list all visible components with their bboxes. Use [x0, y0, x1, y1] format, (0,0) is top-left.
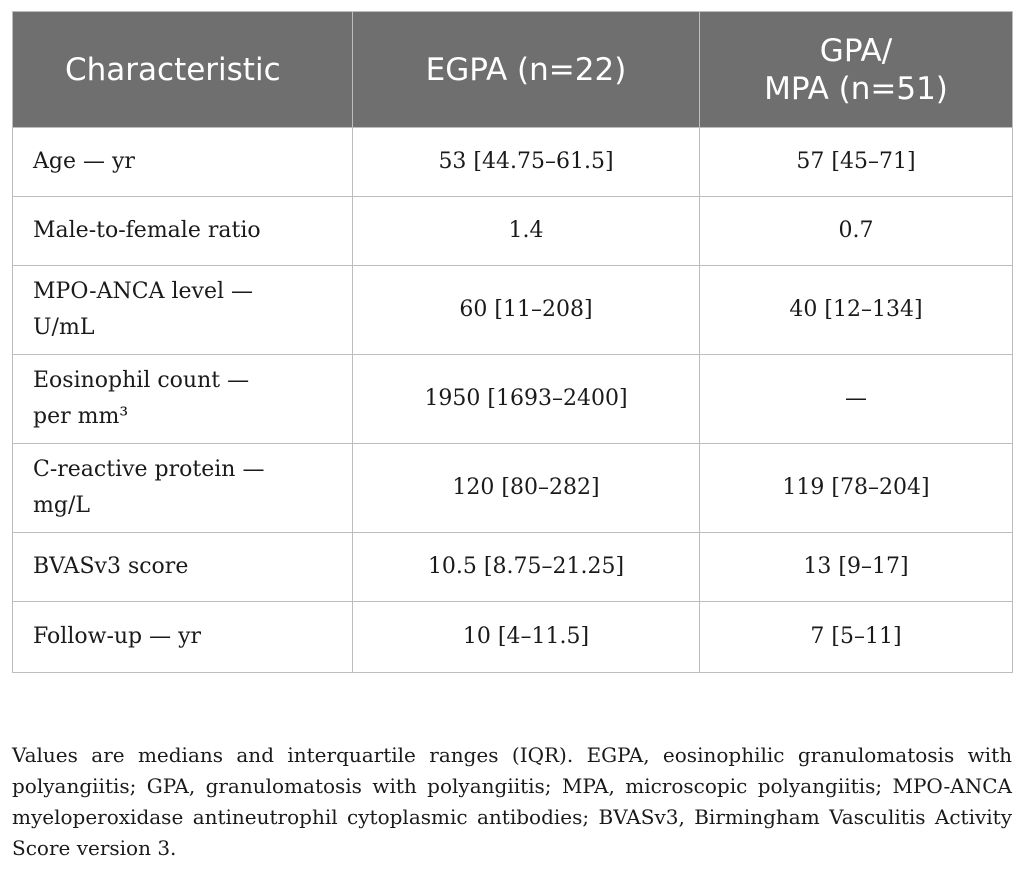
row-label-line2: U/mL	[33, 315, 95, 340]
table-row	[13, 444, 1013, 533]
table-row	[13, 266, 1013, 355]
egpa-value: 60 [11–208]	[353, 266, 700, 355]
table-footnote: Values are medians and interquartile ranges (IQR). EGPA, eosinophilic granulomatosis with polyangiitis; GPA, granulomatosis with polyangiitis; MPA, microscopic polyangiitis; MPO-ANCA myeloperoxidase antineutrophil cytoplasmic antibodies; BVASv3, Birmingham Vasculitis Activity Score version 3.	[12, 743, 1012, 860]
row-label-line2: mg/L	[33, 493, 90, 518]
row-label-line1: Eosinophil count —	[33, 368, 250, 393]
row-label	[13, 355, 353, 444]
row-label: BVASv3 score	[13, 533, 353, 602]
row-label-line1: MPO-ANCA level —	[33, 279, 253, 304]
egpa-value: 10 [4–11.5]	[353, 602, 700, 673]
gpa-mpa-value: —	[700, 355, 1013, 444]
gpa-mpa-value: 57 [45–71]	[700, 128, 1013, 197]
header-gpa-mpa-line2: MPA (n=51)	[764, 70, 948, 107]
row-label-line1: C-reactive protein —	[33, 457, 265, 482]
gpa-mpa-value: 40 [12–134]	[700, 266, 1013, 355]
egpa-value: 10.5 [8.75–21.25]	[353, 533, 700, 602]
table-row	[13, 355, 1013, 444]
row-label: Follow-up — yr	[13, 602, 353, 673]
table-row	[13, 533, 1013, 602]
gpa-mpa-value: 13 [9–17]	[700, 533, 1013, 602]
header-egpa: EGPA (n=22)	[353, 12, 700, 128]
row-label: Male-to-female ratio	[13, 197, 353, 266]
row-label-line2: per mm³	[33, 404, 129, 429]
header-gpa-mpa	[700, 12, 1013, 128]
header-gpa-mpa-line1: GPA/	[819, 32, 893, 69]
header-characteristic: Characteristic	[13, 12, 353, 128]
egpa-value: 1.4	[353, 197, 700, 266]
gpa-mpa-value: 0.7	[700, 197, 1013, 266]
egpa-value: 120 [80–282]	[353, 444, 700, 533]
egpa-value: 1950 [1693–2400]	[353, 355, 700, 444]
characteristics-table-container	[12, 11, 1012, 673]
table-header-row	[13, 12, 1013, 128]
egpa-value: 53 [44.75–61.5]	[353, 128, 700, 197]
characteristics-table	[12, 11, 1013, 673]
row-label	[13, 266, 353, 355]
gpa-mpa-value: 119 [78–204]	[700, 444, 1013, 533]
table-row	[13, 128, 1013, 197]
table-row	[13, 602, 1013, 673]
row-label	[13, 444, 353, 533]
table-row	[13, 197, 1013, 266]
row-label: Age — yr	[13, 128, 353, 197]
gpa-mpa-value: 7 [5–11]	[700, 602, 1013, 673]
